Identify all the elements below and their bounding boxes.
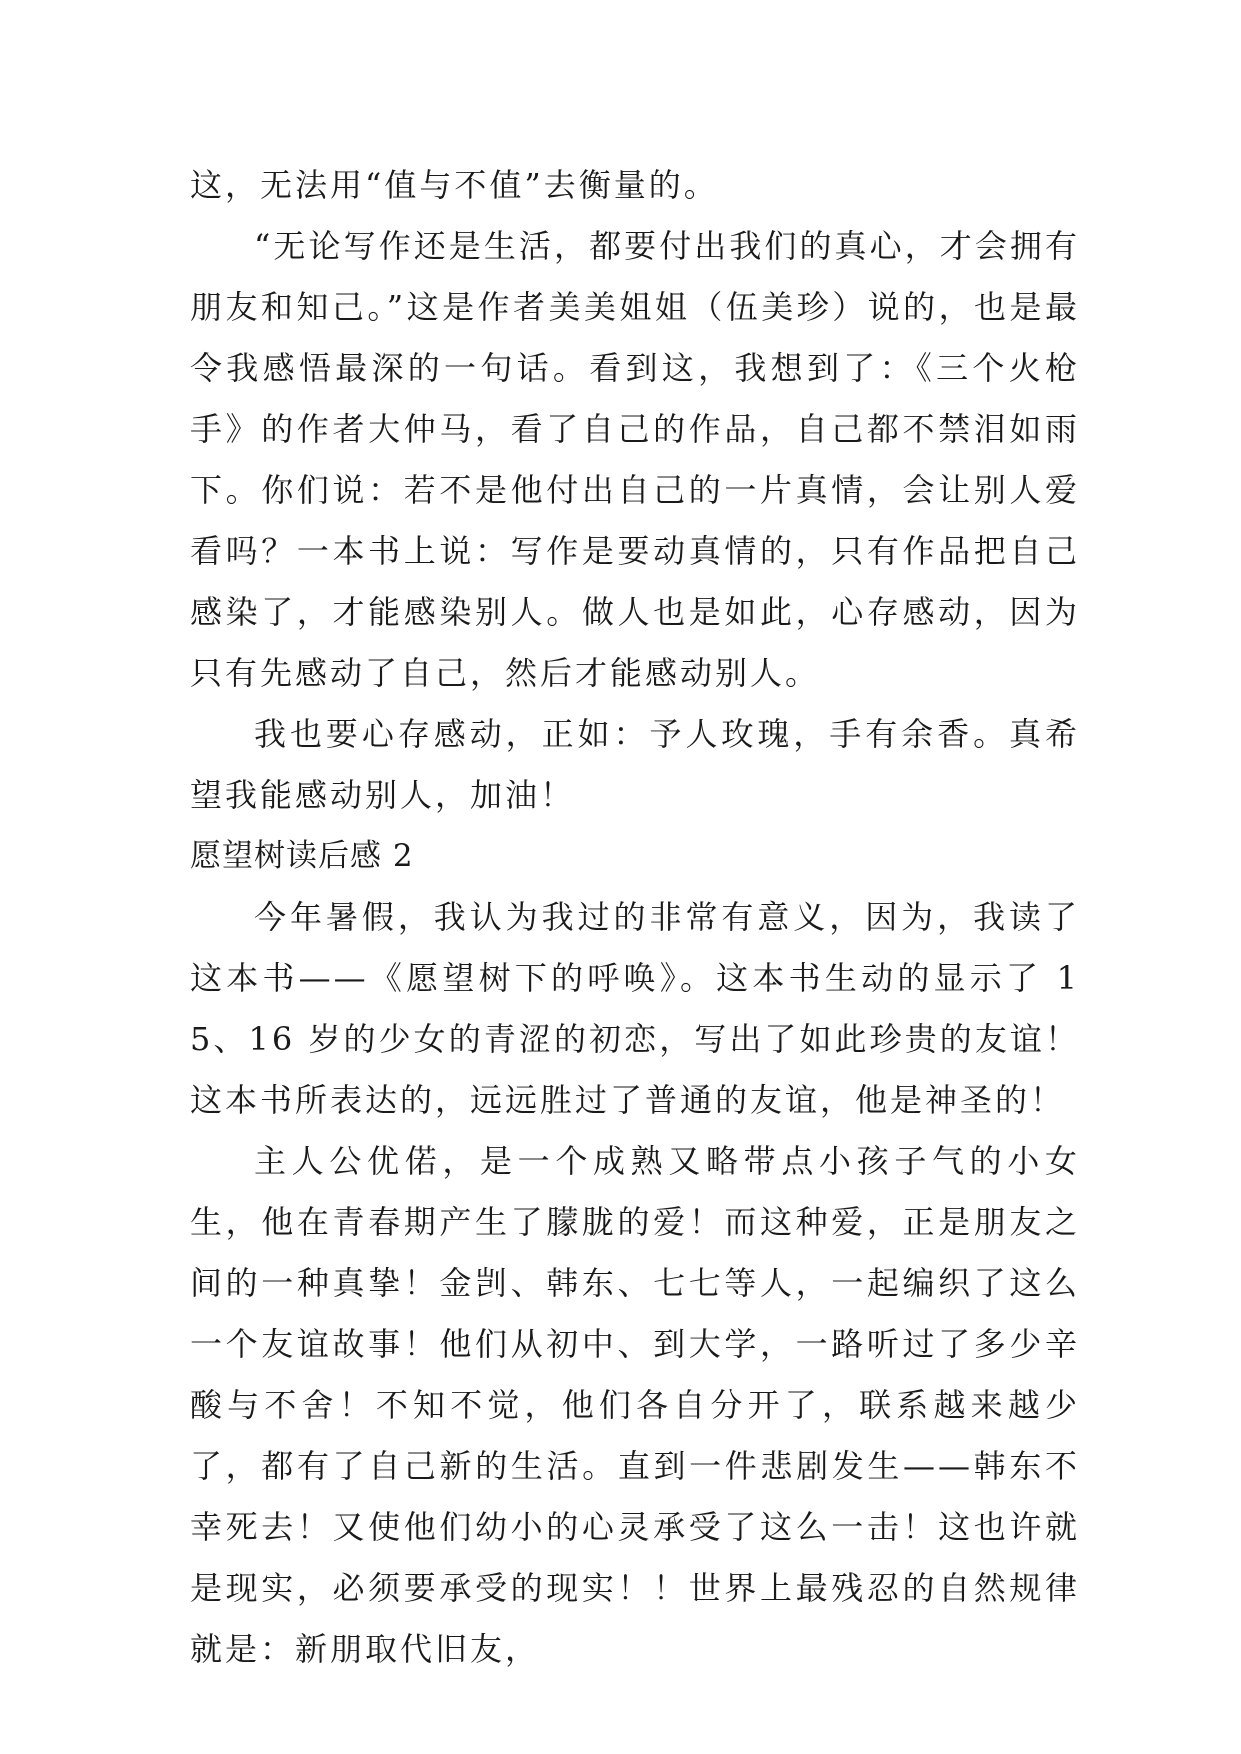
document-body [190, 155, 1080, 1680]
paragraph: 我也要心存感动，正如：予人玫瑰，手有余香。真希望我能感动别人，加油！ [190, 715, 1080, 814]
paragraph: “无论写作还是生活，都要付出我们的真心，才会拥有朋友和知己。”这是作者美美姐姐（伍美珍）说的，也是最令我感悟最深的一句话。看到这，我想到了：《三个火枪手》的作者大仲马，看了自己的作品，自己都不禁泪如雨下。你们说：若不是他付出自己的一片真情，会让别人爱看吗？一本书上说：写作是要动真情的，只有作品把自己感染了，才能感染别人。做人也是如此，心存感动，因为只有先感动了自己，然后才能感动别人。 [190, 227, 1080, 692]
section-title: 愿望树读后感 2 [190, 838, 414, 874]
paragraph: 今年暑假，我认为我过的非常有意义，因为，我读了这本书——《愿望树下的呼唤》。这本书生动的显示了 15、16 岁的少女的青涩的初恋，写出了如此珍贵的友谊！这本书所表达的，远远胜过了普通的友谊，他是神圣的！ [190, 898, 1080, 1119]
paragraph: 主人公优偌，是一个成熟又略带点小孩子气的小女生，他在青春期产生了朦胧的爱！而这种爱，正是朋友之间的一种真挚！金剀、韩东、七七等人，一起编织了这么一个友谊故事！他们从初中、到大学，一路听过了多少辛酸与不舍！不知不觉，他们各自分开了，联系越来越少了，都有了自己新的生活。直到一件悲剧发生——韩东不幸死去！又使他们幼小的心灵承受了这么一击！这也许就是现实，必须要承受的现实！！世界上最残忍的自然规律就是：新朋取代旧友， [190, 1142, 1080, 1668]
paragraph-continuation: 这，无法用“值与不值”去衡量的。 [190, 166, 719, 204]
